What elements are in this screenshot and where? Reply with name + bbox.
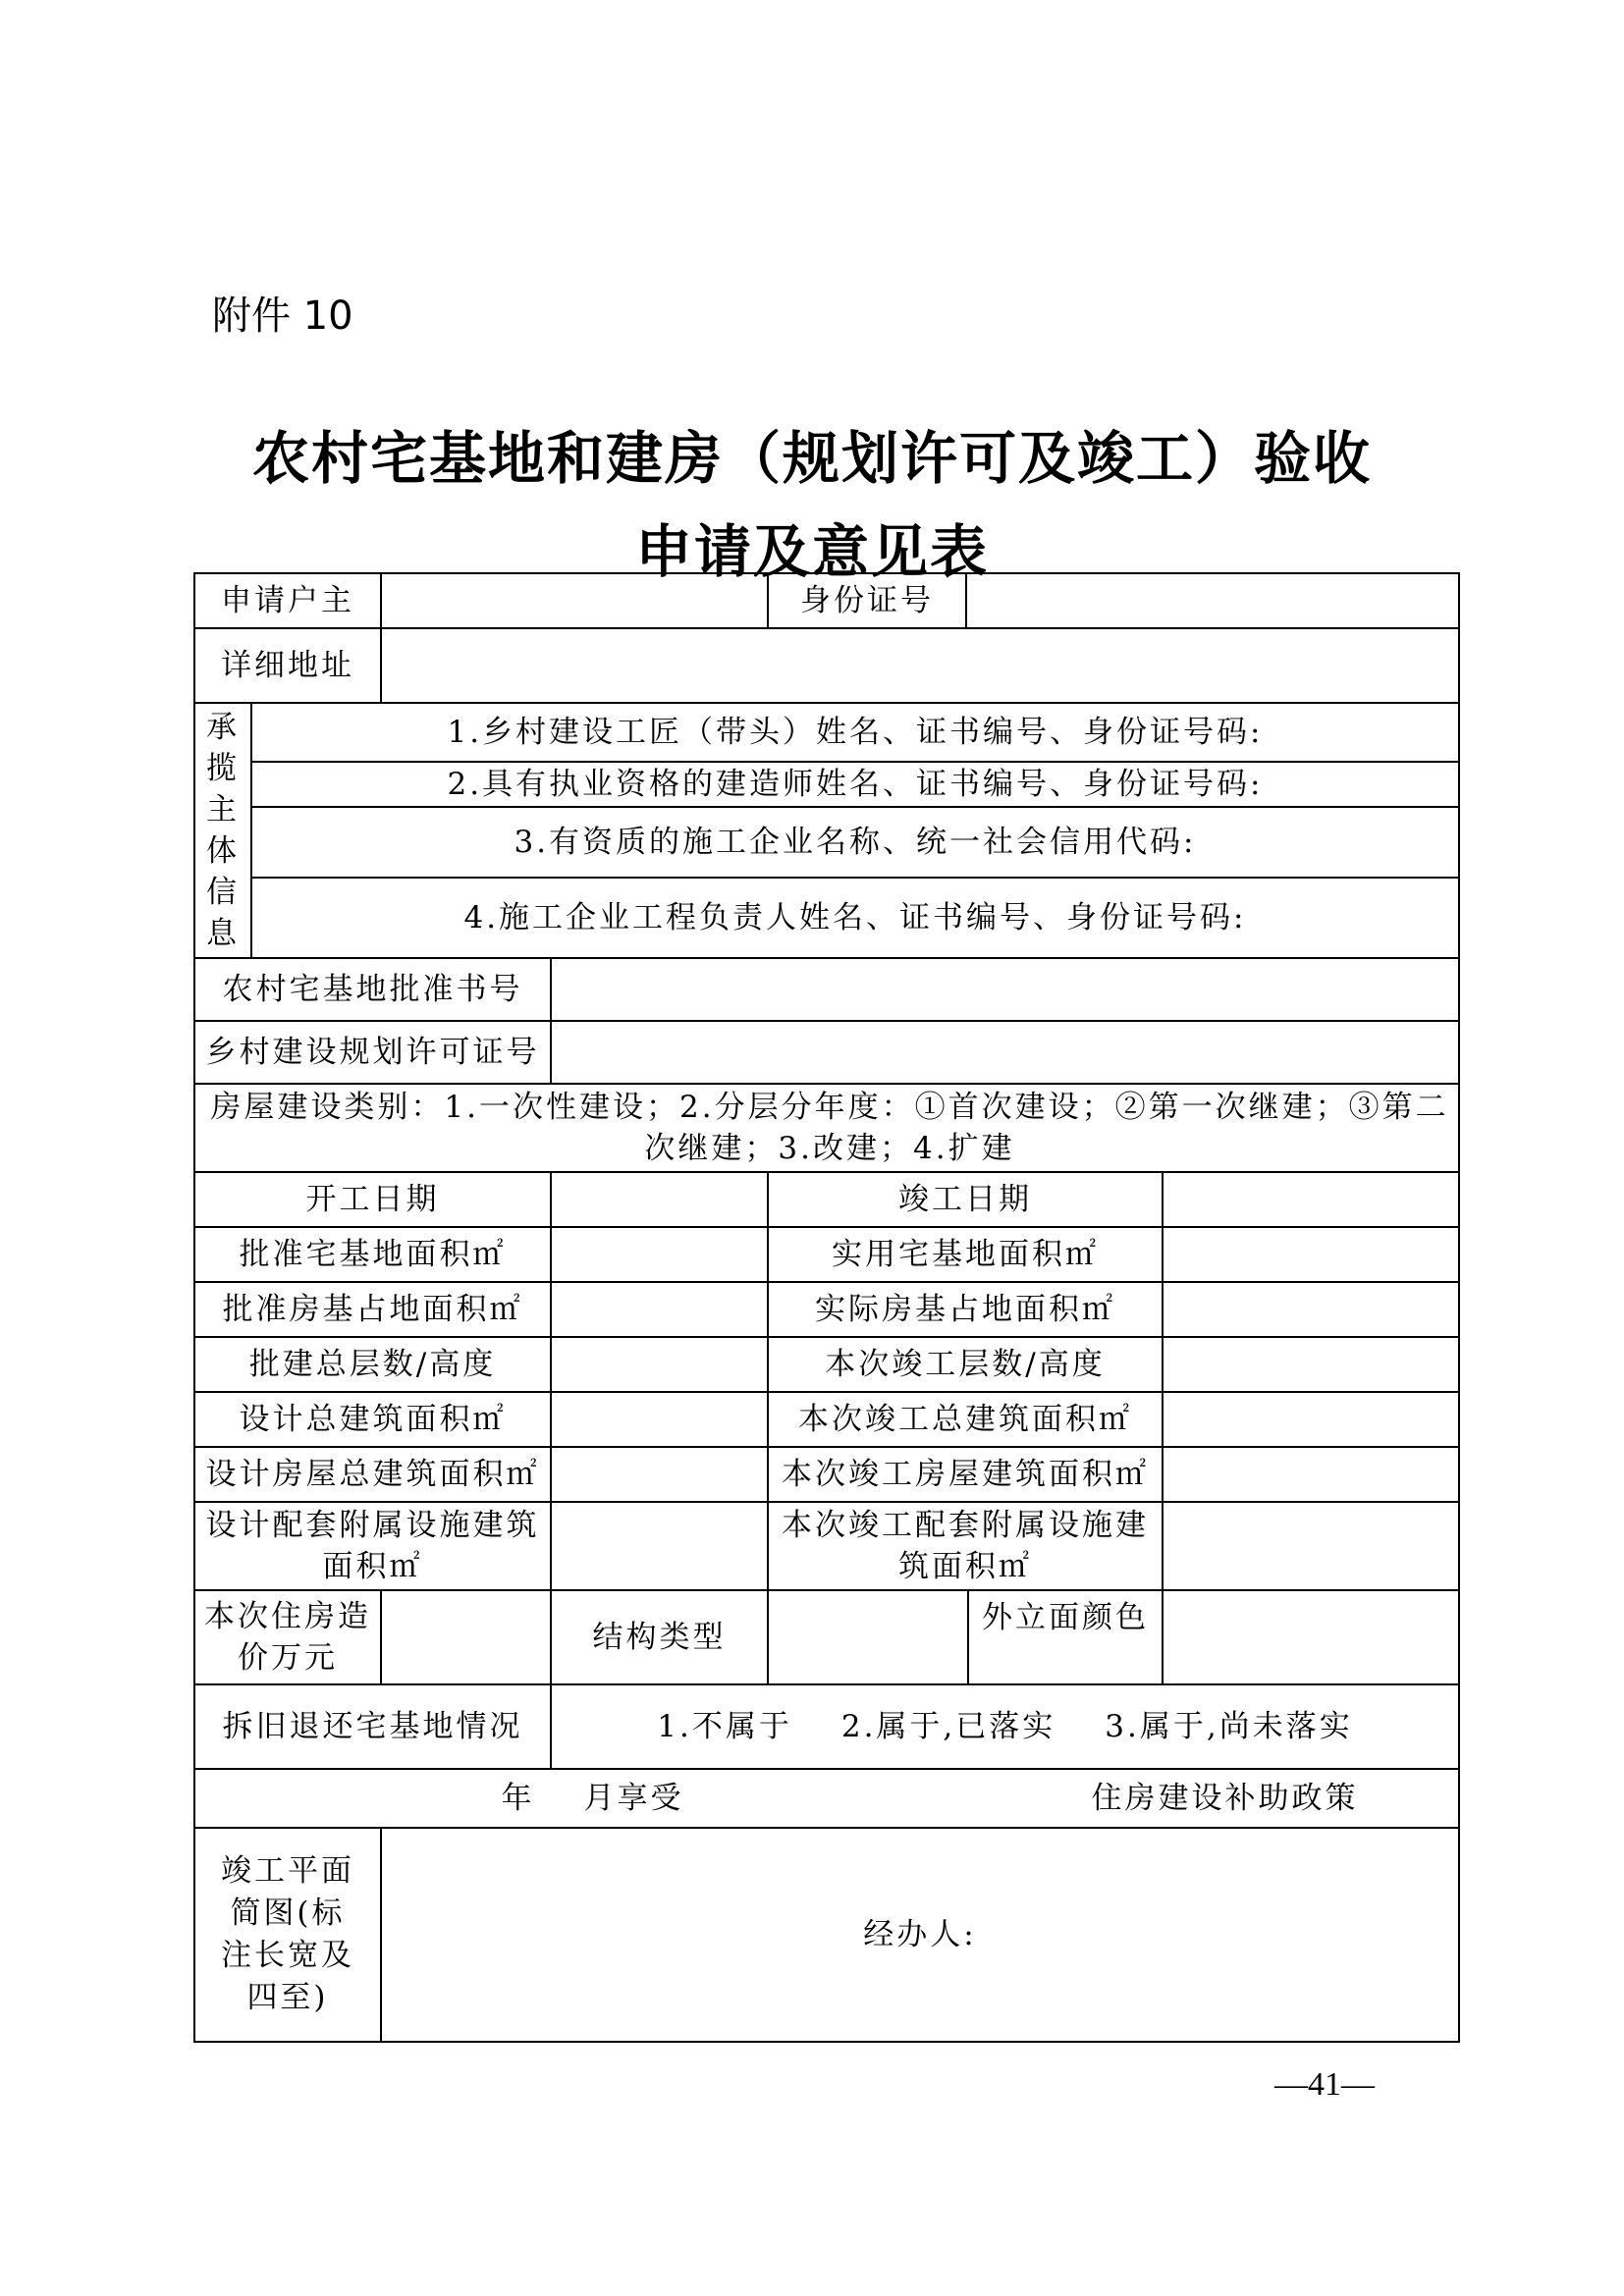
start-date-value-cell[interactable] — [551, 1172, 768, 1227]
area-value-left[interactable] — [551, 1227, 768, 1282]
floor-plan-sketch-area[interactable] — [381, 1828, 1459, 2042]
form-row-area-3 — [194, 1337, 1459, 1392]
form-row-contractor-4 — [194, 878, 1459, 958]
vertical-char: 信 — [206, 875, 240, 910]
contractor-info-label-text — [203, 707, 243, 954]
area-value-right[interactable] — [1163, 1447, 1459, 1502]
homestead-approval-value-cell[interactable] — [551, 958, 1459, 1021]
form-row-area-1 — [194, 1227, 1459, 1282]
completion-date-value-cell[interactable] — [1163, 1172, 1459, 1227]
subsidy-year: 年 — [501, 1781, 535, 1816]
area-label-right: 实际房基占地面积㎡ — [768, 1282, 1163, 1337]
form-row-address — [194, 628, 1459, 703]
subsidy-text[interactable] — [194, 1769, 1459, 1828]
build-category-text[interactable]: 房屋建设类别：1.一次性建设；2.分层分年度：①首次建设；②第一次继建；③第二次继建；3.改建；4.扩建 — [194, 1084, 1459, 1172]
application-form — [193, 572, 1460, 2043]
structure-type-label: 结构类型 — [551, 1590, 768, 1684]
area-label-left: 设计房屋总建筑面积㎡ — [194, 1447, 551, 1502]
contractor-item-1[interactable]: 1.乡村建设工匠（带头）姓名、证书编号、身份证号码: — [251, 703, 1459, 762]
form-row-contractor-3 — [194, 807, 1459, 878]
form-row-area-4 — [194, 1392, 1459, 1447]
planning-permit-value-cell[interactable] — [551, 1021, 1459, 1084]
floor-plan-label-text: 竣工平面简图(标注长宽及四至) — [221, 1853, 354, 2015]
form-row-planning-permit — [194, 1021, 1459, 1084]
vertical-char: 息 — [206, 916, 240, 951]
area-label-right: 本次竣工总建筑面积㎡ — [768, 1392, 1163, 1447]
form-row-homestead-approval — [194, 958, 1459, 1021]
form-row-contractor-1 — [194, 703, 1459, 762]
area-label-right: 本次竣工房屋建筑面积㎡ — [768, 1447, 1163, 1502]
demolition-option-1[interactable]: 1.不属于 — [657, 1709, 792, 1744]
id-number-value-cell[interactable] — [966, 573, 1459, 628]
subsidy-month: 月享受 — [583, 1781, 684, 1816]
area-label-left: 设计总建筑面积㎡ — [194, 1392, 551, 1447]
id-number-label: 身份证号 — [768, 573, 966, 628]
area-label-left: 设计配套附属设施建筑面积㎡ — [194, 1502, 551, 1590]
area-label-right: 本次竣工层数/高度 — [768, 1337, 1163, 1392]
subsidy-policy: 住房建设补助政策 — [1091, 1781, 1359, 1816]
area-value-left[interactable] — [551, 1502, 768, 1590]
area-value-left[interactable] — [551, 1392, 768, 1447]
area-label-right: 本次竣工配套附属设施建筑面积㎡ — [768, 1502, 1163, 1590]
address-label: 详细地址 — [194, 628, 381, 703]
facade-color-value-cell[interactable] — [1163, 1590, 1459, 1684]
area-value-right[interactable] — [1163, 1392, 1459, 1447]
form-row-area-6 — [194, 1502, 1459, 1590]
area-value-right[interactable] — [1163, 1337, 1459, 1392]
demolition-label: 拆旧退还宅基地情况 — [194, 1684, 551, 1769]
contractor-info-label — [194, 703, 251, 958]
housing-cost-label: 本次住房造价万元 — [194, 1590, 381, 1684]
form-row-subsidy — [194, 1769, 1459, 1828]
vertical-char: 体 — [206, 833, 240, 869]
vertical-char: 承 — [206, 710, 240, 745]
area-value-right[interactable] — [1163, 1282, 1459, 1337]
housing-cost-value-cell[interactable] — [381, 1590, 551, 1684]
area-label-left: 批准房基占地面积㎡ — [194, 1282, 551, 1337]
area-value-left[interactable] — [551, 1282, 768, 1337]
completion-date-label: 竣工日期 — [768, 1172, 1163, 1227]
area-value-left[interactable] — [551, 1337, 768, 1392]
address-value-cell[interactable] — [381, 628, 1459, 703]
area-label-left: 批准宅基地面积㎡ — [194, 1227, 551, 1282]
demolition-option-3[interactable]: 3.属于,尚未落实 — [1105, 1709, 1353, 1744]
form-row-contractor-2 — [194, 762, 1459, 807]
start-date-label: 开工日期 — [194, 1172, 551, 1227]
facade-color-label: 外立面颜色 — [982, 1600, 1149, 1635]
contractor-item-3[interactable]: 3.有资质的施工企业名称、统一社会信用代码: — [251, 807, 1459, 878]
form-row-dates — [194, 1172, 1459, 1227]
form-row-floor-plan — [194, 1828, 1459, 2042]
area-value-left[interactable] — [551, 1447, 768, 1502]
planning-permit-label: 乡村建设规划许可证号 — [194, 1021, 551, 1084]
structure-type-value-cell[interactable] — [768, 1590, 1163, 1684]
form-title-line1: 农村宅基地和建房（规划许可及竣工）验收 — [251, 425, 1372, 492]
form-row-area-2 — [194, 1282, 1459, 1337]
homestead-approval-label: 农村宅基地批准书号 — [194, 958, 551, 1021]
contractor-item-2[interactable]: 2.具有执业资格的建造师姓名、证书编号、身份证号码: — [251, 762, 1459, 807]
applicant-value-cell[interactable] — [381, 573, 768, 628]
area-label-left: 批建总层数/高度 — [194, 1337, 551, 1392]
vertical-char: 揽 — [206, 751, 240, 786]
floor-plan-label — [194, 1828, 381, 2042]
form-row-cost-structure — [194, 1590, 1459, 1684]
demolition-options[interactable] — [551, 1684, 1459, 1769]
area-label-right: 实用宅基地面积㎡ — [768, 1227, 1163, 1282]
demolition-option-2[interactable]: 2.属于,已落实 — [840, 1709, 1056, 1744]
form-row-area-5 — [194, 1447, 1459, 1502]
page-number: —41— — [1274, 2066, 1375, 2103]
applicant-label: 申请户主 — [194, 573, 381, 628]
form-row-demolition — [194, 1684, 1459, 1769]
contractor-item-4[interactable]: 4.施工企业工程负责人姓名、证书编号、身份证号码: — [251, 878, 1459, 958]
handler-label: 经办人: — [863, 1917, 977, 1952]
form-row-applicant — [194, 573, 1459, 628]
attachment-label: 附件 10 — [212, 294, 353, 339]
structure-type-value[interactable] — [769, 1591, 969, 1683]
vertical-char: 主 — [206, 792, 240, 828]
area-value-right[interactable] — [1163, 1227, 1459, 1282]
form-row-build-category — [194, 1084, 1459, 1172]
form-title-line2: 申请及意见表 — [634, 518, 989, 585]
area-value-right[interactable] — [1163, 1502, 1459, 1590]
